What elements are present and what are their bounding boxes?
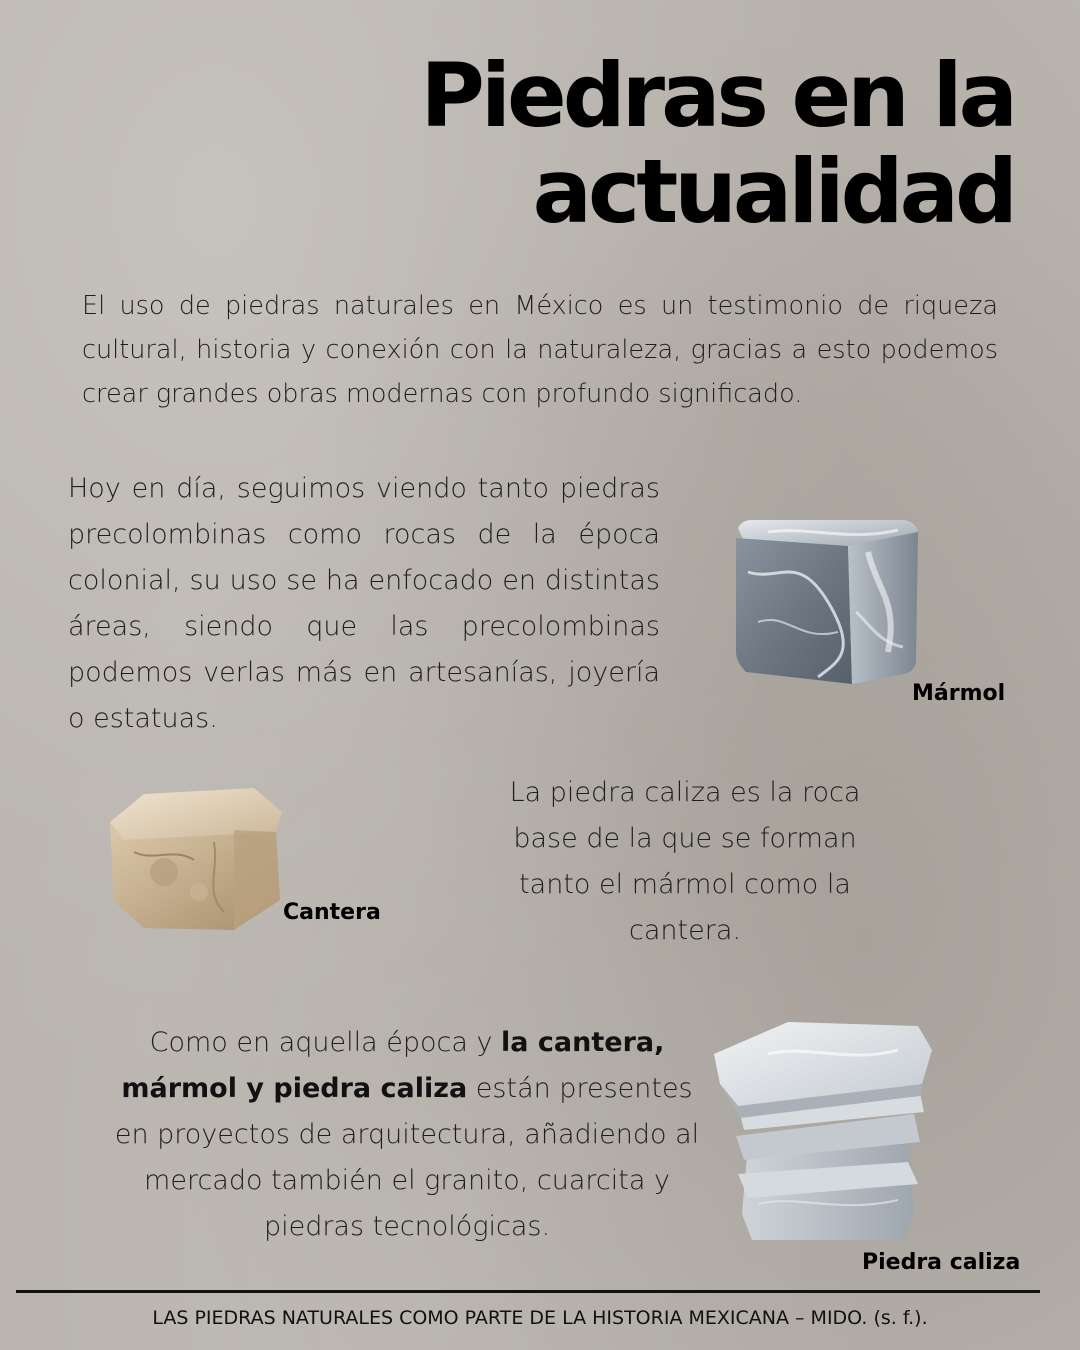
cantera-caption: Cantera <box>283 900 381 925</box>
source-citation: LAS PIEDRAS NATURALES COMO PARTE DE LA HISTORIA MEXICANA – MIDO. (s. f.). <box>152 1307 928 1329</box>
architecture-paragraph: Como en aquella época y la cantera, mármol y piedra caliza están presentes en proyectos de arquitectura, añadiendo al mercado también el granito, cuarcita y piedras tecnológicas. <box>114 1027 700 1242</box>
marble-caption: Mármol <box>912 681 1006 706</box>
page-title: Piedras en la actualidad <box>420 44 1014 243</box>
highlighted-stones: la cantera, mármol y piedra caliza <box>121 1027 665 1104</box>
limestone-paragraph: La piedra caliza es la roca base de la que se forman tanto el mármol como la cantera. <box>509 777 861 946</box>
limestone-stone-image <box>708 1014 936 1244</box>
cantera-stone-image <box>104 782 286 934</box>
current-use-paragraph: Hoy en día, seguimos viendo tanto piedras precolombinas como rocas de la época colonial, su uso se ha enfocado en distintas áreas, siendo que las precolombinas podemos verlas más en artesanías, joyería o estatuas. <box>68 473 660 734</box>
intro-paragraph: El uso de piedras naturales en México es un testimonio de riqueza cultural, historia y conexión con la naturaleza, gracias a esto podemos crear grandes obras modernas con profundo significado. <box>82 291 998 409</box>
limestone-caption: Piedra caliza <box>862 1250 1021 1275</box>
footer-divider <box>16 1290 1040 1293</box>
marble-stone-image <box>728 512 924 692</box>
